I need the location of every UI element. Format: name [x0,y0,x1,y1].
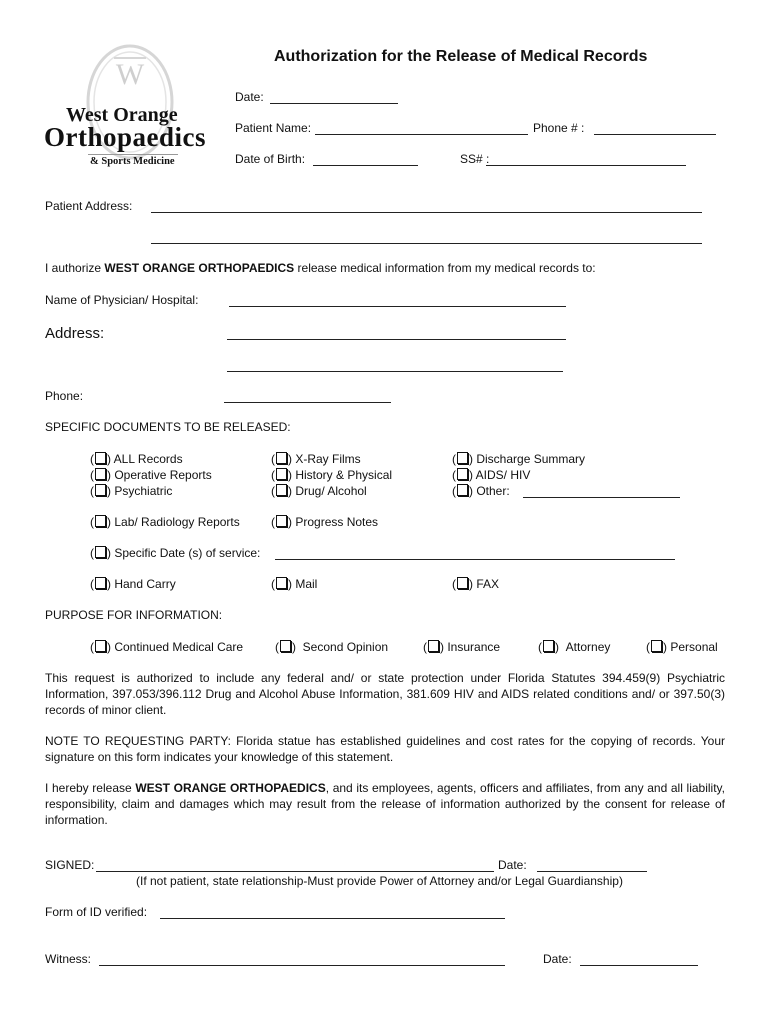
checkbox-icon[interactable] [276,577,287,589]
practice-logo [44,40,229,175]
delivery-label: Hand Carry [114,577,176,591]
checkbox-icon[interactable] [457,468,468,480]
checkbox-icon[interactable] [651,640,662,652]
patient-address-label: Patient Address: [45,199,133,213]
phone-field[interactable] [594,120,716,135]
patient-address-line-1[interactable] [151,198,702,213]
purpose-heading: PURPOSE FOR INFORMATION: [45,608,223,622]
purpose-label: Continued Medical Care [114,640,244,654]
doc-label: AIDS/ HIV [475,468,531,482]
checkbox-icon[interactable] [95,484,106,496]
doc-other[interactable]: ( ) Other: [452,484,510,498]
signed-date-field[interactable] [537,857,647,872]
release-org: WEST ORANGE ORTHOPAEDICS [135,781,326,795]
signature-field[interactable] [96,857,494,872]
doc-progress-notes[interactable]: ( ) Progress Notes [271,515,379,529]
checkbox-icon[interactable] [95,577,106,589]
logo-line-2: Orthopaedics [44,122,207,152]
doc-specific-date[interactable]: ( ) Specific Date (s) of service: [90,546,261,560]
witness-date-field[interactable] [580,951,698,966]
phone-label: Phone # : [533,121,585,135]
doc-lab-radiology[interactable]: ( ) Lab/ Radiology Reports [90,515,240,529]
checkbox-icon[interactable] [428,640,439,652]
doc-label: X-Ray Films [295,452,361,466]
signed-label: SIGNED: [45,858,95,872]
authorize-prefix: I authorize [45,261,102,275]
relationship-note: (If not patient, state relationship-Must provide Power of Attorney and/or Legal Guardianship) [136,874,623,888]
delivery-label: FAX [476,577,500,591]
id-verified-label: Form of ID verified: [45,905,148,919]
doc-label: Psychiatric [114,484,173,498]
delivery-fax[interactable]: ( ) FAX [452,577,500,591]
doc-all-records[interactable]: ( ) ALL Records [90,452,183,466]
checkbox-icon[interactable] [276,468,287,480]
signed-date-label: Date: [498,858,527,872]
doc-drug-alcohol[interactable]: ( ) Drug/ Alcohol [271,484,367,498]
checkbox-icon[interactable] [457,484,468,496]
doc-label: Specific Date (s) of service: [114,546,261,560]
recipient-phone-label: Phone: [45,389,84,403]
checkbox-icon[interactable] [95,468,106,480]
purpose-attorney[interactable]: ( ) Attorney [538,640,611,654]
doc-label: Drug/ Alcohol [295,484,367,498]
recipient-address-line-1[interactable] [227,325,566,340]
doc-operative-reports[interactable]: ( ) Operative Reports [90,468,212,482]
doc-label: Operative Reports [114,468,212,482]
logo-line-1: West Orange [66,104,178,126]
date-field[interactable] [270,89,398,104]
doc-label: Progress Notes [295,515,379,529]
checkbox-icon[interactable] [280,640,291,652]
delivery-hand-carry[interactable]: ( ) Hand Carry [90,577,176,591]
doc-label: Other: [476,484,510,498]
purpose-second-opinion[interactable]: ( ) Second Opinion [275,640,389,654]
witness-field[interactable] [99,951,505,966]
doc-label: History & Physical [295,468,393,482]
doc-aids-hiv[interactable]: ( ) AIDS/ HIV [452,468,531,482]
delivery-label: Mail [295,577,318,591]
delivery-mail[interactable]: ( ) Mail [271,577,318,591]
physician-name-label: Name of Physician/ Hospital: [45,293,199,307]
date-label: Date: [235,90,264,104]
ss-label: SS# : [460,152,490,166]
documents-heading: SPECIFIC DOCUMENTS TO BE RELEASED: [45,420,291,434]
authorization-paragraph: This request is authorized to include any federal and/ or state protection under Florida Statutes 394.459(9) Psychiatric Information, 397.053/396.112 Drug and Alcohol Abuse Information, 381.609 HIV and AIDS related conditions and/ or 397.50(3) records of minor client. [45,671,725,717]
dob-label: Date of Birth: [235,152,306,166]
specific-date-field[interactable] [275,545,675,560]
witness-label: Witness: [45,952,92,966]
checkbox-icon[interactable] [95,546,106,558]
release-paragraph [45,780,725,828]
checkbox-icon[interactable] [543,640,554,652]
checkbox-icon[interactable] [95,452,106,464]
checkbox-icon[interactable] [276,515,287,527]
purpose-label: Second Opinion [302,640,389,654]
doc-psychiatric[interactable]: ( ) Psychiatric [90,484,173,498]
doc-label: ALL Records [113,452,183,466]
purpose-label: Personal [670,640,718,654]
doc-other-field[interactable] [523,483,680,498]
ss-field[interactable] [486,151,686,166]
physician-name-field[interactable] [229,292,566,307]
patient-address-line-2[interactable] [151,229,702,244]
doc-label: Lab/ Radiology Reports [114,515,240,529]
checkbox-icon[interactable] [95,640,106,652]
logo-line-3: & Sports Medicine [90,156,175,167]
note-paragraph: NOTE TO REQUESTING PARTY: Florida statue has established guidelines and cost rates for the copying of records. Your signature on this form indicates your knowledge of this statement. [45,734,725,764]
purpose-label: Attorney [565,640,611,654]
recipient-address-label: Address: [45,325,105,342]
recipient-phone-field[interactable] [224,388,391,403]
witness-date-label: Date: [543,952,572,966]
checkbox-icon[interactable] [276,452,287,464]
checkbox-icon[interactable] [457,577,468,589]
authorize-org: WEST ORANGE ORTHOPAEDICS [104,261,295,275]
purpose-label: Insurance [447,640,501,654]
doc-history-physical[interactable]: ( ) History & Physical [271,468,393,482]
checkbox-icon[interactable] [95,515,106,527]
svg-text:W: W [115,58,145,91]
purpose-continued-care[interactable]: ( ) Continued Medical Care [90,640,244,654]
patient-name-label: Patient Name: [235,121,312,135]
patient-name-field[interactable] [315,120,528,135]
release-prefix: I hereby release [45,781,132,795]
purpose-personal[interactable]: ( ) Personal [646,640,718,654]
release-suffix: , and its employees, agents, officers and affiliates, from any and all liability, responsibility, claim and damages which may result from the release of information authorized by the consent for release of information. [45,781,725,827]
purpose-insurance[interactable]: ( ) Insurance [423,640,501,654]
logo-divider [88,154,178,155]
recipient-address-line-2[interactable] [227,357,563,372]
form-title: Authorization for the Release of Medical Records [274,48,648,65]
authorize-statement [45,261,596,275]
checkbox-icon[interactable] [457,452,468,464]
id-verified-field[interactable] [160,904,505,919]
authorize-suffix: release medical information from my medical records to: [297,261,596,275]
doc-label: Discharge Summary [476,452,586,466]
checkbox-icon[interactable] [276,484,287,496]
doc-xray-films[interactable]: ( ) X-Ray Films [271,452,361,466]
dob-field[interactable] [313,151,418,166]
doc-discharge-summary[interactable]: ( ) Discharge Summary [452,452,586,466]
